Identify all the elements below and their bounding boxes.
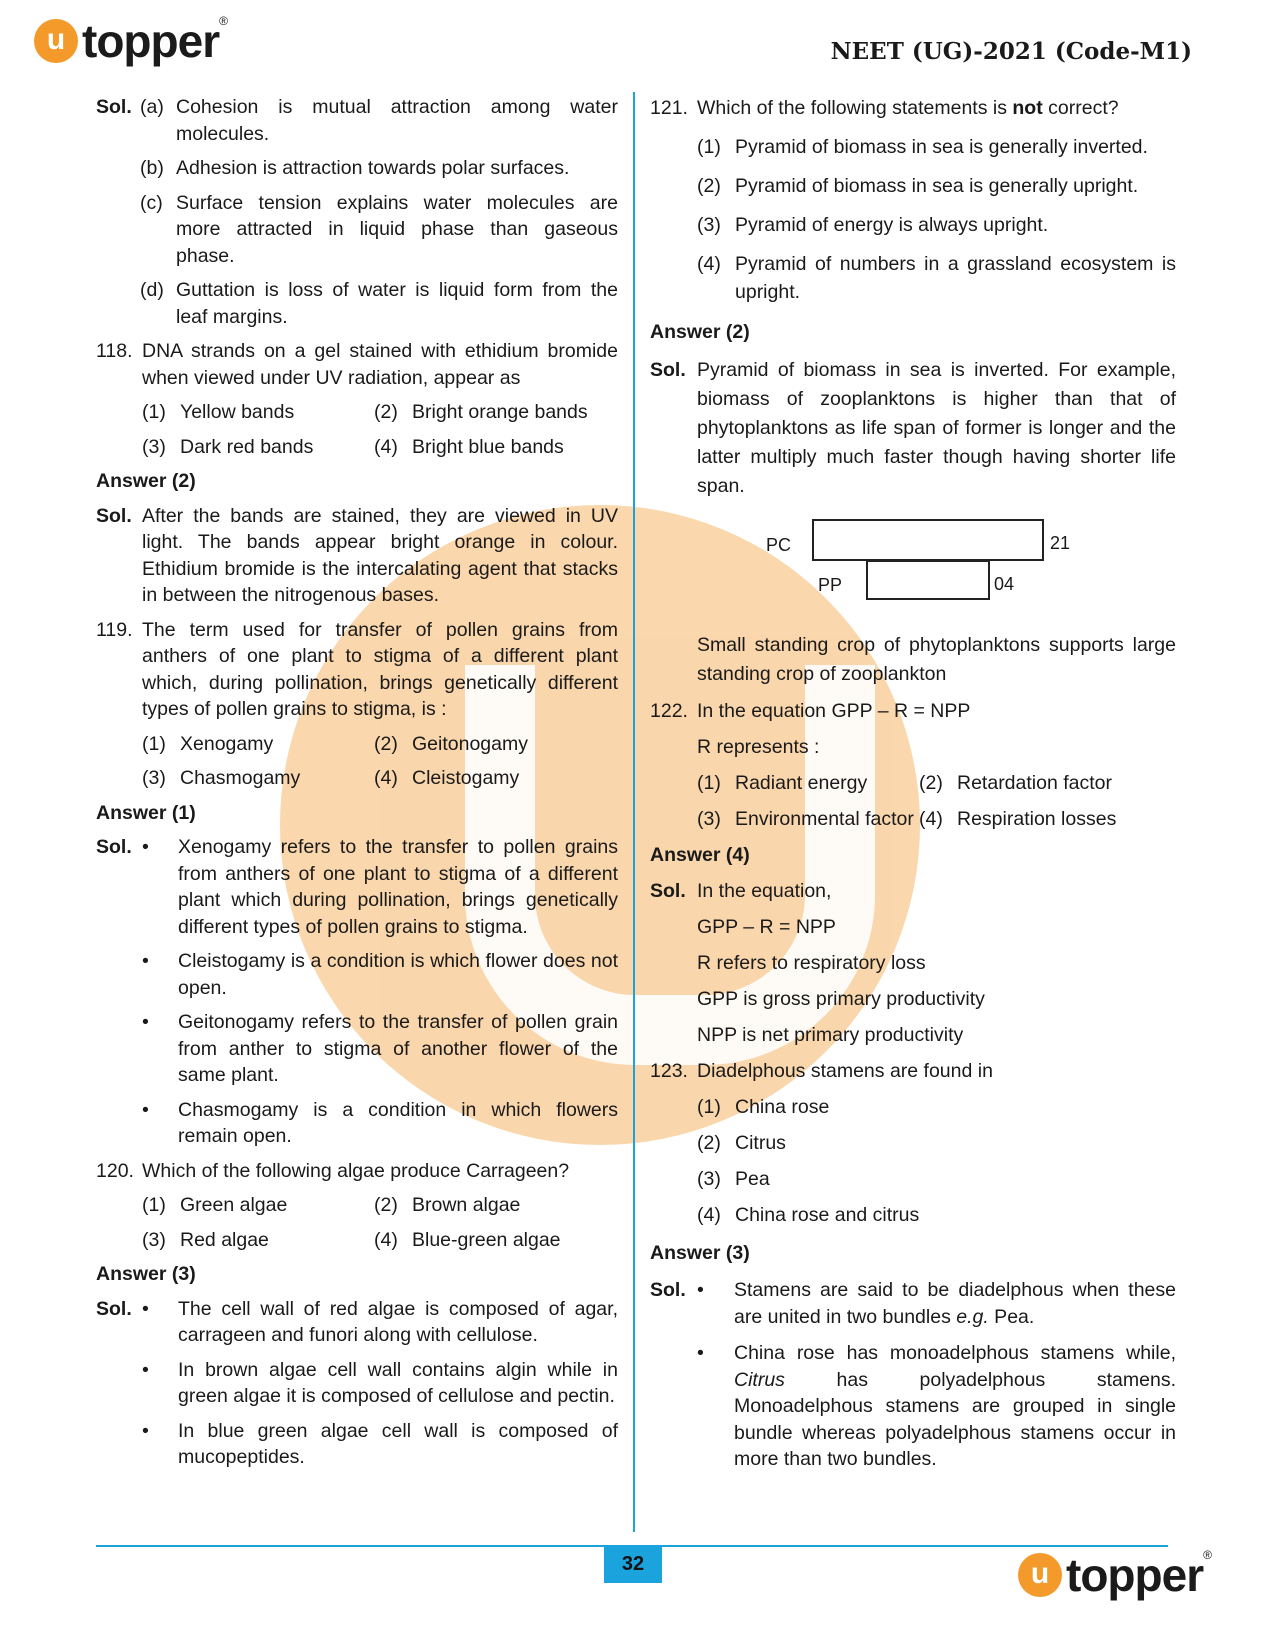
options-118: (1) Yellow bands (2) Bright orange bands: [142, 401, 588, 423]
list-item: (c) Surface tension explains water molecules are more attracted in liquid phase than gaseous phase.: [140, 191, 618, 267]
options-119: (1) Xenogamy (2) Geitonogamy: [142, 732, 528, 755]
solution-118: Sol. After the bands are stained, they are viewed in UV light. The bands appear bright orange in colour. Ethidium bromide is the intercalating agent that stacks in between the nitrogenous bases.: [96, 504, 618, 606]
pyramid-caption: Small standing crop of phytoplanktons supports large standing crop of zooplankton: [697, 634, 1176, 685]
list-item: • Geitonogamy refers to the transfer of pollen grain from anther to stigma of another flower of the same plant.: [142, 1011, 618, 1086]
left-column: [96, 94, 618, 1471]
pyramid-value-pc: 21: [1050, 533, 1071, 553]
question-121: 121. Which of the following statements is not correct?: [650, 97, 1119, 119]
pyramid-label-pp: PP: [818, 575, 843, 595]
answer-123: Answer (3): [650, 1242, 750, 1264]
options-122: (1) Radiant energy (2) Retardation factor: [697, 772, 1113, 794]
solution-121: Sol. Pyramid of biomass in sea is inverted. For example, biomass of zooplanktons is higher than that of phytoplanktons as life span of former is longer and the latter multiply much faster though having shorter life span.: [650, 359, 1176, 497]
list-item: • China rose has monoadelphous stamens while, Citrus has polyadelphous stamens. Monoadelphous stamens are grouped in single bundle whereas polyadelphous stamens occur in more than two bundles.: [697, 1342, 1176, 1470]
question-122: 122. In the equation GPP – R = NPP: [650, 700, 971, 722]
list-item: (b) Adhesion is attraction towards polar surfaces.: [140, 157, 570, 179]
option: (2) Pyramid of biomass in sea is generally upright.: [697, 175, 1139, 197]
option: (1) Pyramid of biomass in sea is generally inverted.: [697, 136, 1148, 158]
logo-reg-mark: ®: [1203, 1548, 1212, 1562]
pyramid-value-pp: 04: [994, 574, 1015, 594]
list-item: • Cleistogamy is a condition is which flower does not open.: [142, 950, 618, 999]
question-119: 119. The term used for transfer of pollen grains from anthers of one plant to stigma of a different plant which, during pollination, brings genetically different types of pollen grains to stigma, is :: [96, 618, 618, 720]
answer-120: Answer (3): [96, 1263, 196, 1285]
footer-logo: [1018, 1548, 1212, 1602]
question-123: 123. Diadelphous stamens are found in: [650, 1060, 993, 1082]
sol-line: GPP is gross primary productivity: [697, 988, 985, 1010]
list-item: (a) Cohesion is mutual attraction among water molecules.: [140, 96, 618, 145]
list-item: • In blue green algae cell wall is composed of mucopeptides.: [142, 1419, 618, 1468]
options-119b: (3) Chasmogamy (4) Cleistogamy: [142, 767, 520, 789]
solution-120: Sol. • The cell wall of red algae is composed of agar, carrageen and funori along with cellulose.: [96, 1297, 618, 1346]
biomass-pyramid: [650, 519, 1176, 631]
question-122-line2: R represents :: [697, 736, 820, 758]
options-120b: (3) Red algae (4) Blue-green algae: [142, 1228, 561, 1251]
sol-line: GPP – R = NPP: [697, 916, 836, 938]
answer-118: Answer (2): [96, 470, 196, 492]
solution-122: Sol. In the equation,: [650, 880, 832, 902]
pyramid-bar-pp: [866, 560, 990, 600]
option: (3) Pyramid of energy is always upright.: [697, 214, 1049, 236]
sol-label: Sol.: [96, 96, 132, 118]
solution-119: Sol. • Xenogamy refers to the transfer to pollen grains from anthers of one plant to stigma of a different plant which during pollination, brings genetically different types of pollen grains to stigma.: [96, 836, 618, 938]
solution-123: Sol. • Stamens are said to be diadelphous when these are united in two bundles e.g. Pea.: [650, 1279, 1176, 1328]
sol-line: NPP is net primary productivity: [697, 1024, 964, 1046]
option: (3) Pea: [697, 1168, 770, 1190]
options-122b: (3) Environmental factor (4) Respiration losses: [697, 808, 1117, 830]
pyramid-bar-pc: [812, 519, 1044, 561]
answer-122: Answer (4): [650, 844, 750, 866]
options-120: (1) Green algae (2) Brown algae: [142, 1194, 521, 1216]
answer-119: Answer (1): [96, 801, 196, 824]
option: (1) China rose: [697, 1096, 830, 1118]
options-118b: (3) Dark red bands (4) Bright blue bands: [142, 435, 564, 458]
answer-121: Answer (2): [650, 321, 750, 343]
question-118: 118. DNA strands on a gel stained with ethidium bromide when viewed under UV radiation, appear as: [96, 340, 618, 389]
sol-line: R refers to respiratory loss: [697, 952, 926, 974]
list-item: (d) Guttation is loss of water is liquid form from the leaf margins.: [140, 279, 618, 328]
option: (4) Pyramid of numbers in a grassland ecosystem is upright.: [697, 253, 1176, 303]
logo-u-icon: u: [1018, 1553, 1062, 1597]
exam-title: NEET (UG)-2021 (Code-M1): [830, 38, 1192, 65]
pyramid-label-pc: PC: [766, 535, 792, 555]
sol117: [96, 94, 618, 330]
option: (4) China rose and citrus: [697, 1204, 920, 1226]
logo-word: topper: [82, 15, 220, 67]
list-item: • Chasmogamy is a condition in which flowers remain open.: [142, 1098, 618, 1147]
logo-u-icon: u: [34, 19, 78, 63]
question-120: 120. Which of the following algae produce Carrageen?: [96, 1159, 570, 1182]
header-logo: [34, 14, 228, 68]
right-column: [650, 94, 1176, 1473]
logo-reg-mark: ®: [219, 14, 228, 28]
page-number: 32: [604, 1545, 662, 1583]
option: (2) Citrus: [697, 1132, 786, 1154]
list-item: • In brown algae cell wall contains algin while in green algae it is composed of cellulose and pectin.: [142, 1358, 618, 1407]
column-divider: [633, 92, 635, 1532]
logo-word: topper: [1066, 1549, 1204, 1601]
